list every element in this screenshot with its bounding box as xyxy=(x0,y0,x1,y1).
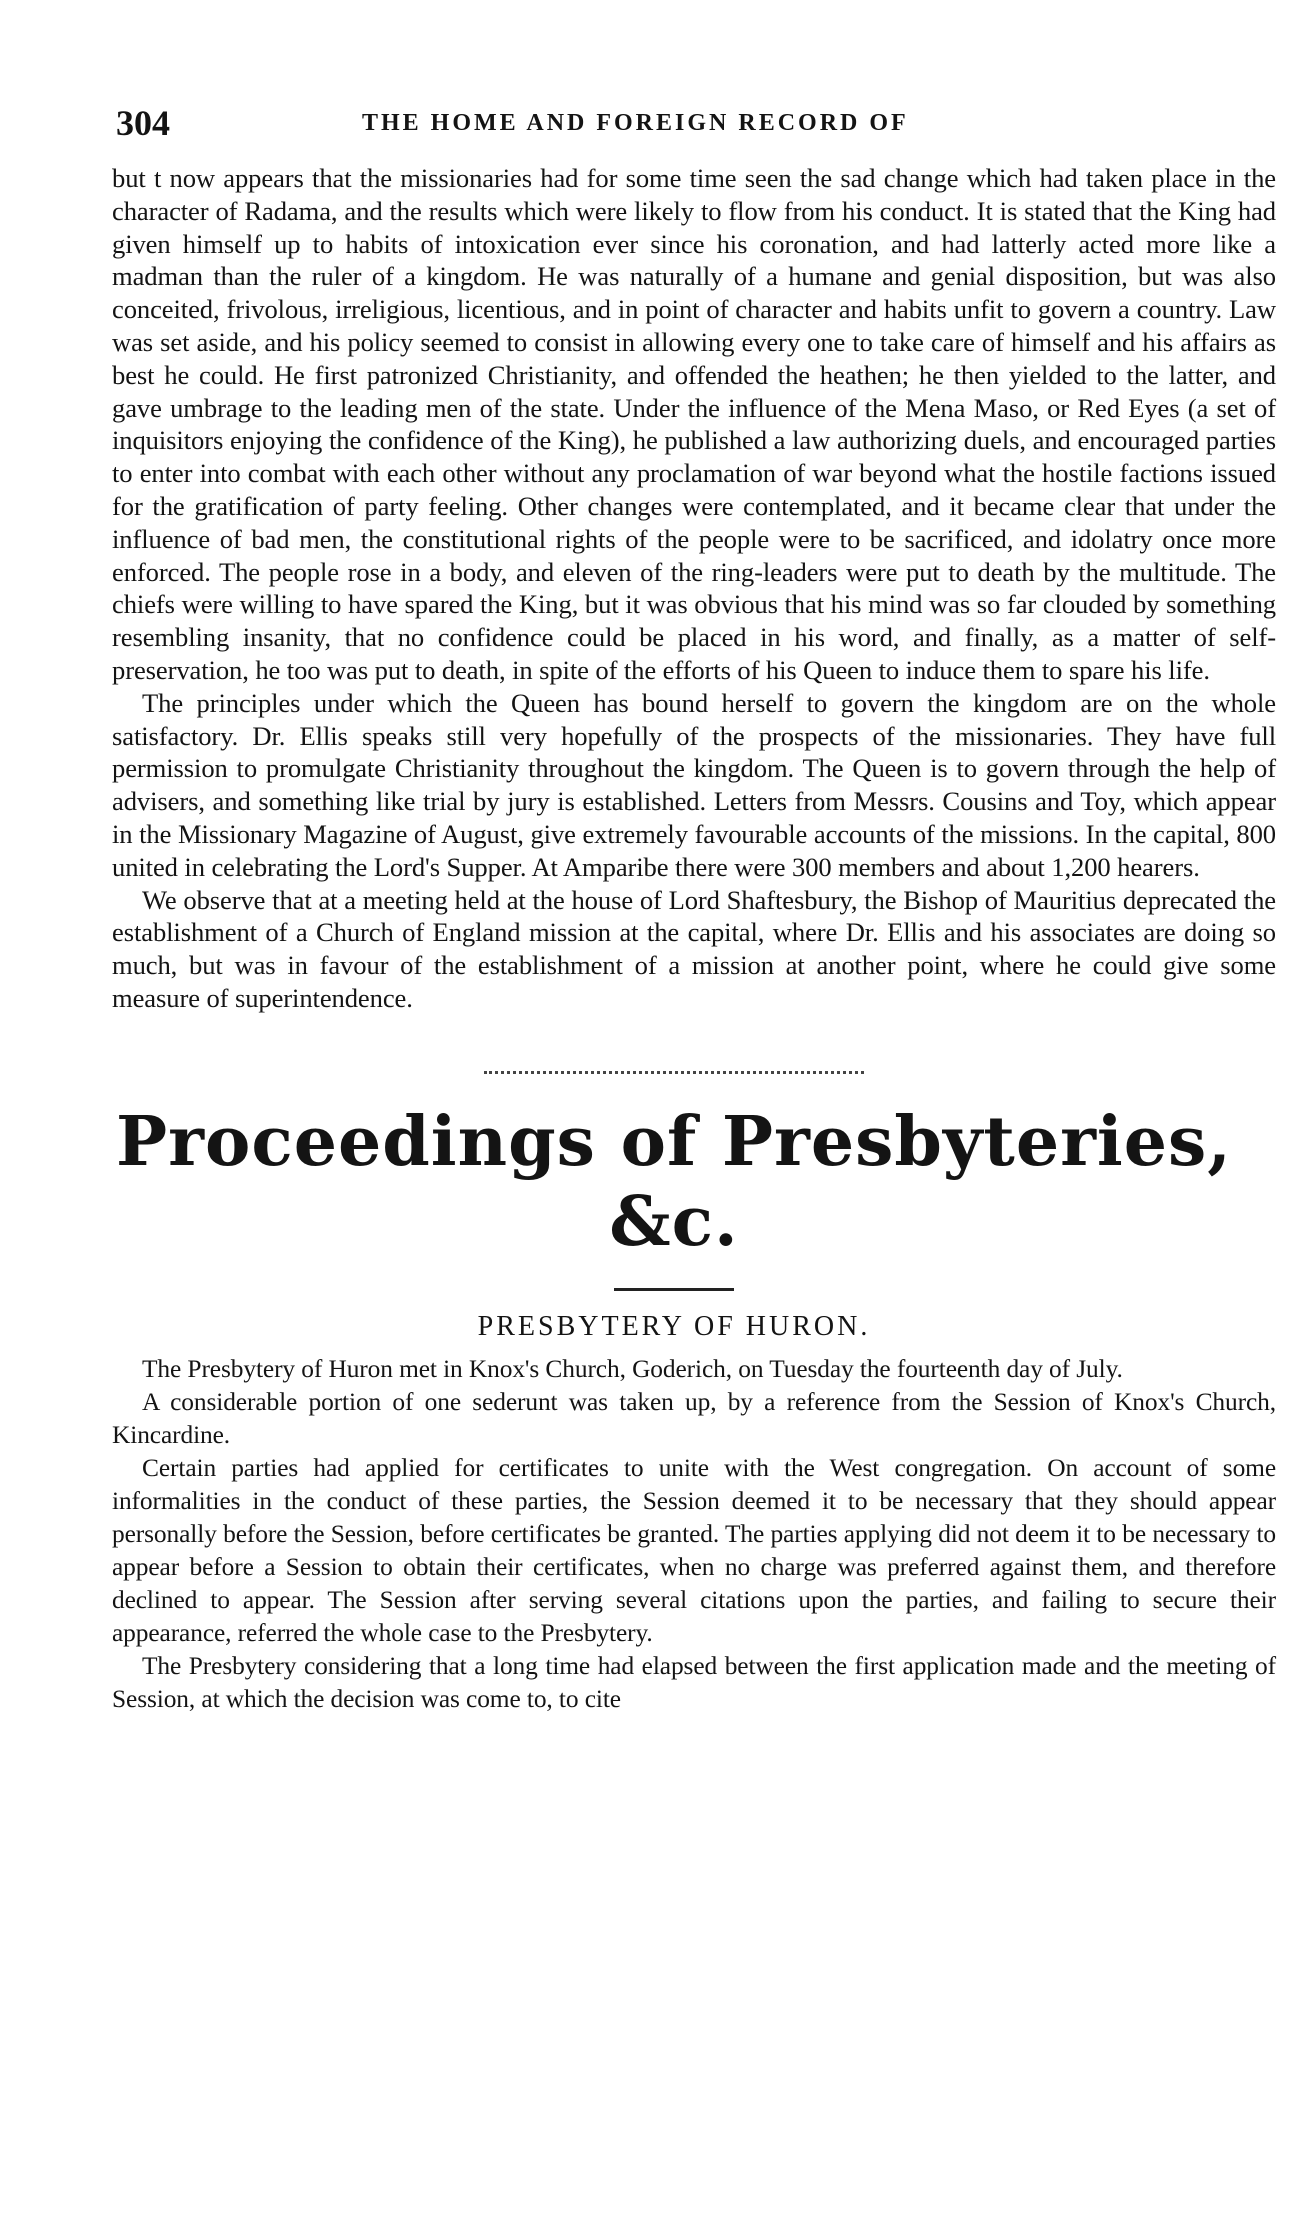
proceedings-paragraph-1: The Presbytery of Huron met in Knox's Church, Goderich, on Tuesday the fourteenth day of July. xyxy=(142,1354,1123,1383)
short-divider xyxy=(614,1288,734,1291)
proceedings-paragraph-4: The Presbytery considering that a long time had elapsed between the first application made and the meeting of Session, at which the decision was come to, to cite xyxy=(112,1651,1276,1713)
running-head xyxy=(112,102,1276,162)
article-paragraph-2: The principles under which the Queen has bound herself to govern the kingdom are on the whole satisfactory. Dr. Ellis speaks still very hopefully of the prospects of the missionaries. They have full permission to promulgate Christianity throughout the kingdom. The Queen is to govern through the help of advisers, and something like trial by jury is established. Letters from Messrs. Cousins and Toy, which appear in the Missionary Magazine of August, give extremely favourable accounts of the missions. In the capital, 800 united in celebrating the Lord's Supper. At Amparibe there were 300 members and about 1,200 hearers. xyxy=(112,687,1276,882)
article-paragraph-3: We observe that at a meeting held at the house of Lord Shaftesbury, the Bishop of Mauritius deprecated the establishment of a Church of England mission at the capital, where Dr. Ellis and his associates are doing so much, but was in favour of the establishment of a mission at another point, where he could give some measure of superintendence. xyxy=(112,884,1276,1013)
running-title: THE HOME AND FOREIGN RECORD OF xyxy=(362,110,909,136)
proceedings-paragraph-3: Certain parties had applied for certificates to unite with the West congregation. On account of some informalities in the conduct of these parties, the Session deemed it to be necessary that they should appear personally before the Session, before certificates be granted. The parties applying did not deem it to be necessary to appear before a Session to obtain their certificates, when no charge was preferred against them, and therefore declined to appear. The Session after serving several citations upon the parties, and failing to secure their appearance, referred the whole case to the Presbytery. xyxy=(112,1453,1276,1647)
proceedings-body xyxy=(112,1353,1276,1716)
dotted-divider xyxy=(484,1071,864,1074)
proceedings-paragraph-2: A considerable portion of one sederunt was taken up, by a reference from the Session of Knox's Church, Kincardine. xyxy=(112,1387,1276,1449)
presbytery-subheading: PRESBYTERY OF HURON. xyxy=(477,1310,871,1342)
article-paragraph-1: but t now appears that the missionaries had for some time seen the sad change which had taken place in the character of Radama, and the results which were likely to flow from his conduct. It is stated that the King had given himself up to habits of intoxication ever since his coronation, and had latterly acted more like a madman than the ruler of a kingdom. He was naturally of a humane and genial disposition, but was also conceited, frivolous, irreligious, licentious, and in point of character and habits unfit to govern a country. Law was set aside, and his policy seemed to consist in allowing every one to take care of himself and his affairs as best he could. He first patronized Christianity, and offended the heathen; he then yielded to the latter, and gave umbrage to the leading men of the state. Under the influence of the Mena Maso, or Red Eyes (a set of inquisitors enjoying the confidence of the King), he published a law authorizing duels, and encouraged parties to enter into combat with each other without any proclamation of war beyond what the hostile factions issued for the gratification of party feeling. Other changes were contemplated, and it became clear that under the influence of bad men, the constitutional rights of the people were to be sacrificed, and idolatry once more enforced. The people rose in a body, and eleven of the ring-leaders were put to death by the multitude. The chiefs were willing to have spared the King, but it was obvious that his mind was so far clouded by something resembling insanity, that no confidence could be placed in his word, and finally, as a matter of self-preservation, he too was put to death, in spite of the efforts of his Queen to induce them to spare his life. xyxy=(112,163,1276,685)
article-body xyxy=(112,162,1276,1015)
section-heading: Proceedings of Presbyteries, &c. xyxy=(116,1101,1232,1262)
page-number: 304 xyxy=(116,103,170,143)
